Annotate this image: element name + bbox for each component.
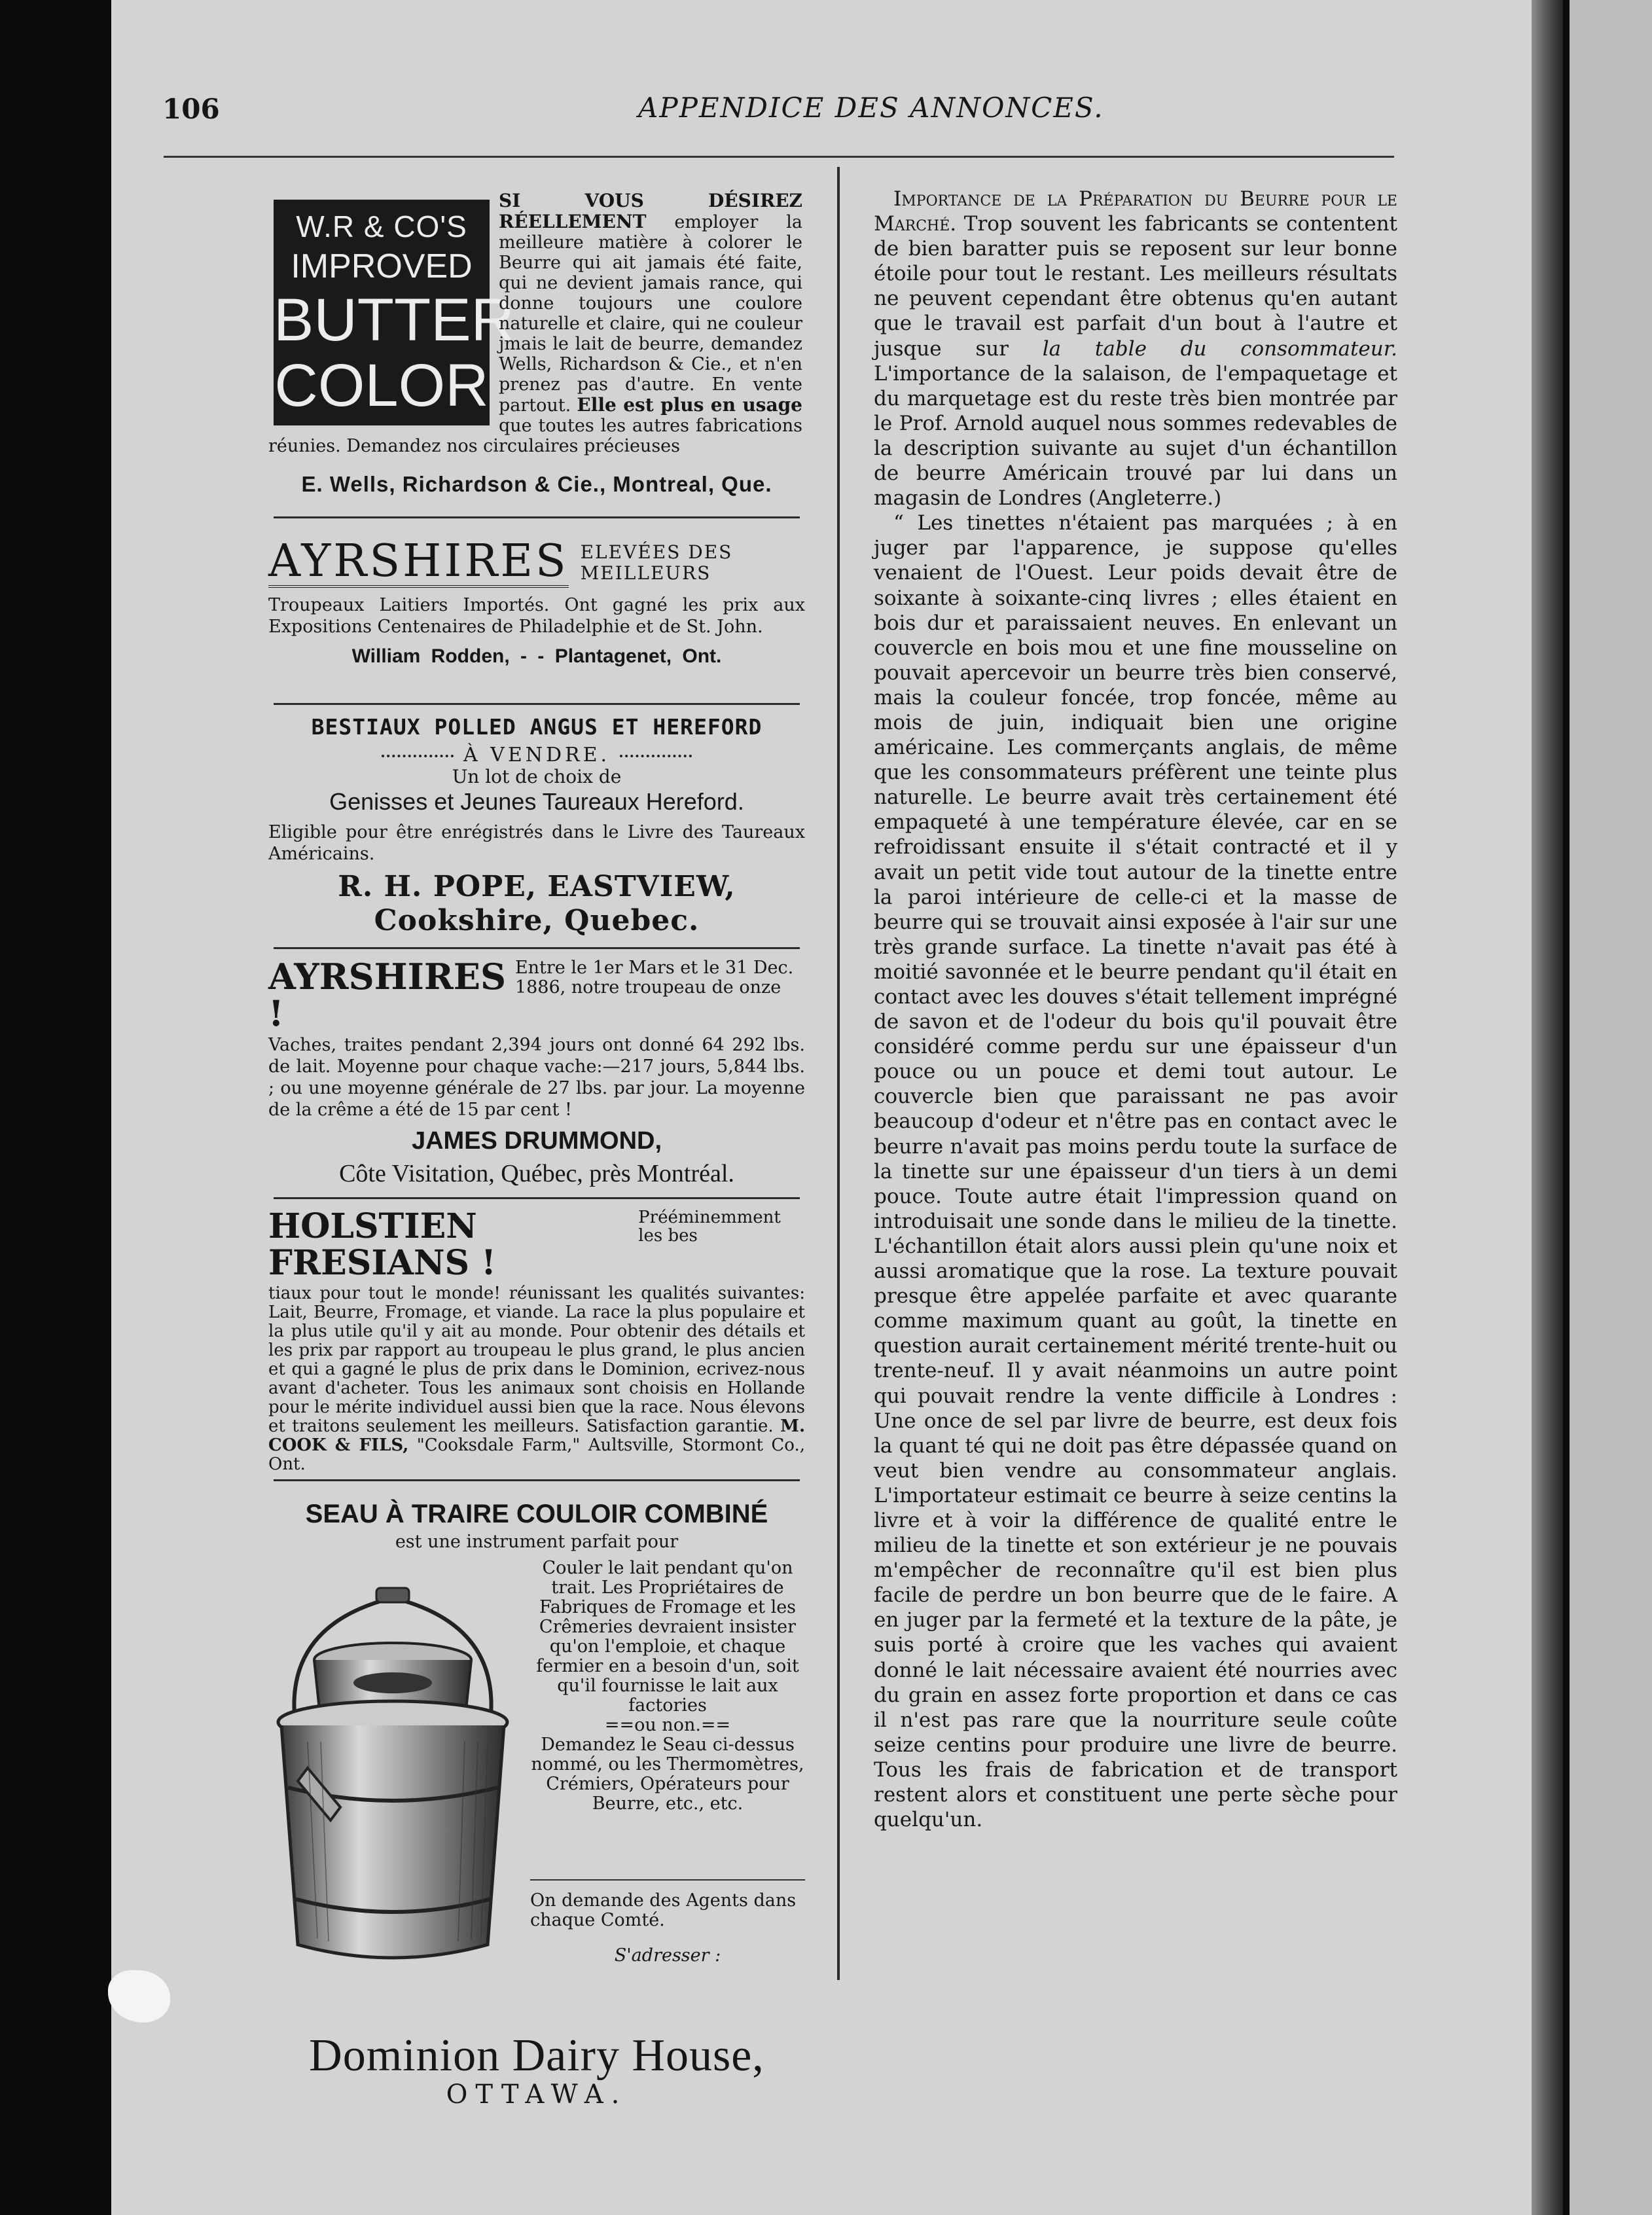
drummond-body: Vaches, traites pendant 2,394 jours ont donné 64 292 lbs. de lait. Moyenne pour chaque vache:—217 jours, 5,844 lbs. ; ou une moyenne générale de 27 lbs. par jour. La moyenne de la crême a été de 15 par cent ! <box>268 1035 805 1120</box>
angus-breeder: R. H. POPE, EASTVIEW, <box>338 870 736 903</box>
ad-separator <box>274 1479 800 1481</box>
article-p1-italic: la table du consommateur. <box>1042 336 1397 361</box>
angus-heading: BESTIAUX POLLED ANGUS ET HEREFORD <box>311 714 763 740</box>
ad-separator <box>274 1197 800 1199</box>
ayrshires-tagline-2: MEILLEURS <box>580 562 711 584</box>
article-p1: Trop souvent les fabricants se contentent de bien baratter puis se reposent sur leur bonne étoile pour tout le restant. Les meilleurs résultats ne peuvent cependant être obtenus qu'en autant que le travail est parfait d'un bout à l'autre et jusque sur <box>874 212 1397 361</box>
holstien-fresians-ad <box>268 1208 805 1474</box>
holstien-body <box>268 1284 805 1474</box>
angus-eligible: Eligible pour être enrégistrés dans le Livre des Taureaux Américains. <box>268 822 805 864</box>
holstien-signature-farm: "Cooksdale Farm," Aultsville, Stormont Co., Ont. <box>268 1435 806 1474</box>
a-vendre-line <box>268 744 805 766</box>
butter-ad-body-2: que toutes les autres fabrications réunies. Demandez nos circulaires précieuses <box>268 416 802 456</box>
angus-genisses: Genisses et Jeunes Taureaux Hereford. <box>329 788 744 815</box>
seau-text-1: Couler le lait pendant qu'on trait. Les Propriétaires de Fabriques de Fromage et les Crêmeries devraient insister qu'on l'emploie, et chaque fermier en a besoin d'un, soit qu'il fournisse le lait aux factories <box>536 1558 799 1716</box>
butter-ad-lead: SI VOUS DÉSIREZ RÉELLEMENT <box>499 190 802 232</box>
seau-city: OTTAWA. <box>446 2080 628 2110</box>
advertisement-column <box>268 187 805 2110</box>
article-paragraph-2: “ Les tinettes n'étaient pas marquées ; à en juger par l'apparence, je suppose qu'elles venaient de l'Ouest. Leur poids devait être de soixante à soixante-cinq livres ; elles étaient en bois dur et paraissaient neuves. En enlevant un couvercle en bois mou et une fine mousseline on pouvait apercevoir un beurre très bien conservé, mais la couleur foncée, trop foncée, même au mois de juin, indiquait bien une origine américaine. Les commerçants anglais, de même que les consommateurs préfèrent une teinte plus naturelle. Le beurre avait très certainement été empaqueté à une température élevée, car en se refroidissant ensuite il s'était contracté et il y avait un petit vide tout autour de la tinette entre la paroi intérieure de celle-ci et la masse de beurre qui se trouvait ainsi exposée à l'air sur une très grande surface. La tinette n'avait pas été à moitié savonnée et le beurre pendant qu'il était en contact avec les douves s'était tellement imprégné de savon et de l'odeur du bois qu'il pouvait être considéré comme perdu sur une épaisseur d'un pouce ou un pouce et demi tout autour. Le couvercle bien que paraissant ne pas avoir beaucoup d'odeur et n'être pas en contact avec le beurre n'avait pas moins perdu toute la surface de la tinette sur une épaisseur d'un tiers à un demi pouce. Toute autre était l'impression quand on introduisait une sonde dans le milieu de la tinette. L'échantillon était alors aussi plein qu'une noix et aussi aromatique que la rose. La texture pouvait presque être appelée parfaite et avec quarante comme maximum quant au goût, la tinette en question aurait certainement mérité trente-huit ou trente-neuf. Il y avait néanmoins un autre point qui pouvait rendre la vente difficile à Londres : Une once de sel par livre de beurre, est deux fois la quant té qui ne doit pas être dépassée quand on veut bien vendre au consommateur anglais. L'importateur estimait ce beurre à seize centins la livre et à voir la différence de qualité entre le milieu de la tinette et son extérieur je ne pouvais m'empêcher de reconnaître qu'il est bien plus facile de perdre un bon beurre que de le faire. A en juger par la fermeté et la texture de la pâte, je suis porté à croire que les vaches qui avaient donné le lait nécessaire avaient été nourries avec du grain en assez forte proportion et dans ce cas il n'est pas rare que la nourriture seule coûte seize centins pour produire une livre de beurre. Tous les frais de fabrication et de transport restent alors et constituent une perte sèche pour quelqu'un. <box>874 511 1397 1832</box>
drummond-lead: Entre le 1er Mars et le 31 Dec. 1886, notre troupeau de onze <box>514 958 794 998</box>
angus-place: Cookshire, Quebec. <box>374 904 700 937</box>
ad-separator <box>274 703 800 705</box>
angus-lot: Un lot de choix de <box>452 766 622 787</box>
header-rule <box>164 156 1394 158</box>
holstien-body-text: tiaux pour tout le monde! réunissant les qualités suivantes: Lait, Beurre, Fromage, et viande. La race la plus populaire et la plus utile qu'il y ait au monde. Pour obtenir des détails et les prix par rapport au troupeau le plus grand, le plus ancien et qui a gagné le plus de prix dans le Dominion, ecrivez-nous avant d'acheter. Tous les animaux sont choisis en Hollande pour le mérite individuel aussi bien que la race. Nous élevons et traitons seulement les meilleurs. Satisfaction garantie. <box>268 1284 805 1436</box>
article-paragraph-1 <box>874 187 1397 511</box>
breeder-dashes: - - <box>520 645 545 667</box>
seau-title: SEAU À TRAIRE COULOIR COMBINÉ <box>305 1500 768 1528</box>
logo-line-2: IMPROVED <box>291 247 473 285</box>
butter-color-logo <box>274 200 514 425</box>
ayrshires-contact <box>268 645 805 668</box>
logo-line-4: COLOR <box>274 352 489 419</box>
article-title: Importance de la Préparation du Beurre pour le Marché. <box>874 187 1397 236</box>
seau-agents-block <box>530 1879 805 1966</box>
seau-a-traire-ad <box>268 1500 805 2110</box>
seau-agents: On demande des Agents dans chaque Comté. <box>530 1890 797 1930</box>
logo-line-1: W.R & CO'S <box>296 209 467 243</box>
ayrshires-title: AYRSHIRES <box>268 535 569 587</box>
seau-description <box>530 1558 805 1814</box>
a-vendre-text: À VENDRE. <box>463 744 611 766</box>
ad-separator <box>274 516 800 518</box>
page-number: 106 <box>162 93 220 125</box>
ayrshires-rodden-ad <box>268 535 805 668</box>
ayrshires-body: Troupeaux Laitiers Importés. Ont gagné les prix aux Expositions Centenaires de Philadelphie et de St. John. <box>268 595 805 637</box>
drummond-name: JAMES DRUMMOND, <box>411 1127 662 1155</box>
agents-rule <box>530 1879 805 1881</box>
running-head: APPENDICE DES ANNONCES. <box>638 92 1104 124</box>
drummond-ayrshires-ad <box>268 958 805 1188</box>
page-fold-shadow <box>1532 0 1563 2215</box>
butter-color-ad <box>268 187 805 497</box>
column-rule <box>837 167 840 1980</box>
holstien-lead: Prééminemment les bes <box>638 1208 781 1246</box>
seau-adresser: S'adresser : <box>614 1945 721 1966</box>
seau-ou-non: ==ou non.== <box>604 1715 731 1735</box>
seau-subtitle: est une instrument parfait pour <box>395 1532 679 1552</box>
article-column <box>874 187 1397 1832</box>
article-p1-end: L'importance de la salaison, de l'empaquetage et du marquetage est du reste très bien montrée par le Prof. Arnold auquel nous sommes redevables de la description suivante au sujet d'un échantillon de beurre Américain trouvé par lui dans un magasin de Londres (Angleterre.) <box>874 361 1397 511</box>
drummond-title: AYRSHIRES ! <box>268 956 506 1034</box>
seau-company: Dominion Dairy House, <box>309 2030 764 2081</box>
ad-separator <box>274 947 800 949</box>
ornament-right <box>620 755 692 757</box>
butter-ad-body: employer la meilleure matière à colorer le Beurre qui ait jamais été faite, qui ne devient jamais rance, qui donne toujours une coulore naturelle et claire, qui ne couleur jmais le lait de beurre, demandez Wells, Richardson & Cie., et n'en prenez pas d'autre. En vente partout. <box>499 212 802 416</box>
logo-line-3: BUTTER <box>274 287 514 353</box>
holstien-title: HOLSTIEN FRESIANS ! <box>268 1206 497 1283</box>
milk-pail-illustration <box>268 1572 517 1964</box>
ornament-left <box>382 755 454 757</box>
drummond-place: Côte Visitation, Québec, près Montréal. <box>339 1160 734 1187</box>
holstien-signature-name: M. COOK & FILS, <box>268 1416 806 1455</box>
ayrshires-tagline-1: ELEVÉES DES <box>580 541 733 563</box>
breeder-place: Plantagenet, Ont. <box>554 645 722 667</box>
adjacent-page-edge <box>1570 0 1652 2215</box>
polled-angus-ad <box>268 714 805 938</box>
butter-ad-emphasis: Elle est plus en usage <box>577 394 802 416</box>
butter-ad-signature: E. Wells, Richardson & Cie., Montreal, Que. <box>301 472 772 496</box>
breeder-name: William Rodden, <box>351 645 510 667</box>
seau-text-2: Demandez le Seau ci-dessus nommé, ou les Thermomètres, Crémiers, Opérateurs pour Beurre, etc., etc. <box>531 1735 804 1814</box>
